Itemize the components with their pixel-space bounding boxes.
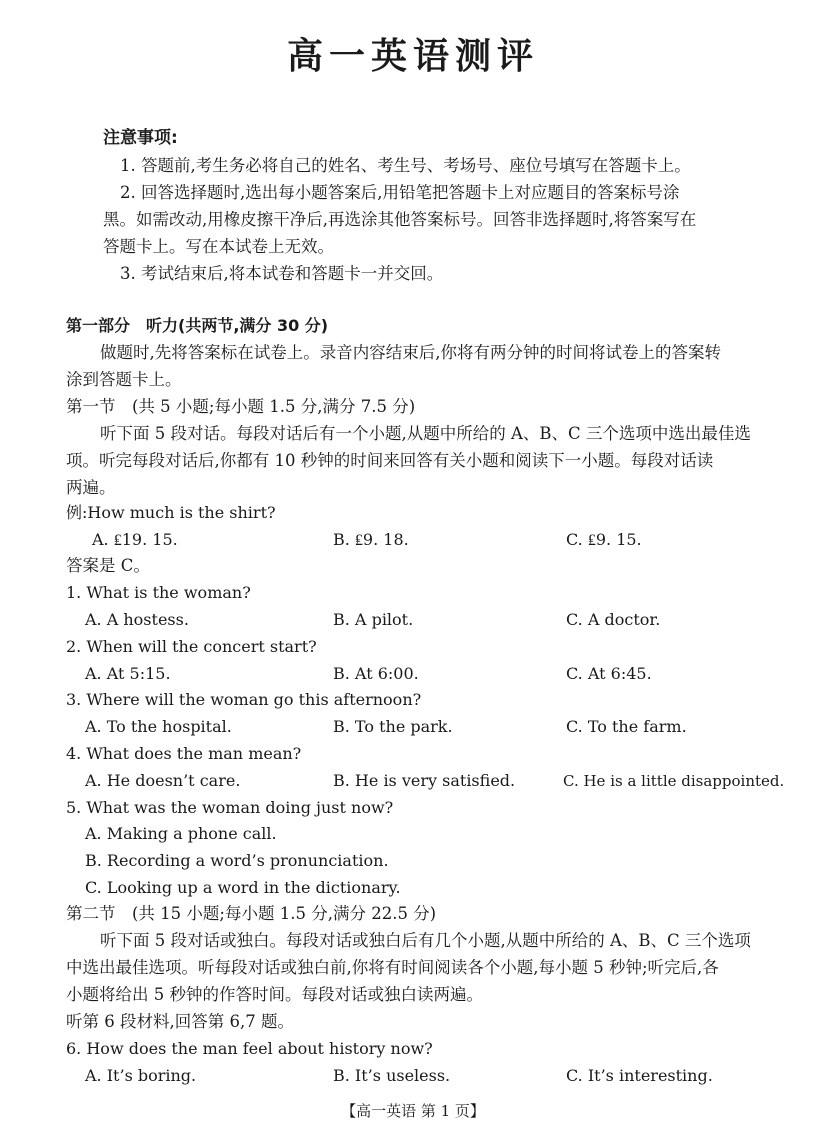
question-6: 6. How does the man feel about history now?: [66, 1039, 433, 1058]
section1-intro-a: 听下面 5 段对话。每段对话后有一个小题,从题中所给的 A、B、C 三个选项中选出最佳选: [100, 424, 751, 443]
section1-intro-b: 项。听完每段对话后,你都有 10 秒钟的时间来回答有关小题和阅读下一小题。每段对话读: [66, 451, 714, 470]
question-1-option-c: C. A doctor.: [566, 610, 661, 629]
example-option-b: B. ₤9. 18.: [333, 530, 409, 549]
notice-line-1: 1. 答题前,考生务必将自己的姓名、考生号、考场号、座位号填写在答题卡上。: [120, 156, 691, 175]
example-answer: 答案是 C。: [66, 556, 150, 575]
example-option-c: C. ₤9. 15.: [566, 530, 642, 549]
question-2: 2. When will the concert start?: [66, 637, 317, 656]
question-2-option-c: C. At 6:45.: [566, 664, 652, 683]
notice-line-2c: 答题卡上。写在本试卷上无效。: [103, 237, 334, 256]
notice-heading: 注意事项:: [103, 128, 178, 148]
section2-intro-a: 听下面 5 段对话或独白。每段对话或独白后有几个小题,从题中所给的 A、B、C 三个选项: [100, 931, 751, 950]
part1-intro-b: 涂到答题卡上。: [66, 370, 182, 389]
question-3-option-c: C. To the farm.: [566, 717, 687, 736]
question-3-option-a: A. To the hospital.: [85, 717, 232, 736]
question-3: 3. Where will the woman go this afternoon?: [66, 690, 422, 709]
notice-line-3: 3. 考试结束后,将本试卷和答题卡一并交回。: [120, 264, 444, 283]
section2-material: 听第 6 段材料,回答第 6,7 题。: [66, 1012, 294, 1031]
notice-line-2b: 黑。如需改动,用橡皮擦干净后,再选涂其他答案标号。回答非选择题时,将答案写在: [103, 210, 697, 229]
question-5-option-c: C. Looking up a word in the dictionary.: [85, 878, 401, 897]
question-4-option-b: B. He is very satisfied.: [333, 771, 516, 790]
question-5-option-a: A. Making a phone call.: [85, 824, 277, 843]
question-1-option-a: A. A hostess.: [85, 610, 189, 629]
question-4-option-c: C. He is a little disappointed.: [563, 772, 785, 790]
question-2-option-b: B. At 6:00.: [333, 664, 419, 683]
section2-intro-b: 中选出最佳选项。听每段对话或独白前,你将有时间阅读各个小题,每小题 5 秒钟;听完后,各: [66, 958, 719, 977]
part1-intro-a: 做题时,先将答案标在试卷上。录音内容结束后,你将有两分钟的时间将试卷上的答案转: [100, 343, 721, 362]
question-6-option-c: C. It’s interesting.: [566, 1066, 713, 1085]
section1-heading: 第一节 (共 5 小题;每小题 1.5 分,满分 7.5 分): [66, 397, 416, 416]
question-5-option-b: B. Recording a word’s pronunciation.: [85, 851, 389, 870]
page-footer: 【高一英语 第 1 页】: [341, 1102, 485, 1120]
part1-heading: 第一部分 听力(共两节,满分 30 分): [66, 316, 329, 335]
question-5: 5. What was the woman doing just now?: [66, 798, 394, 817]
example-question: 例:How much is the shirt?: [66, 503, 276, 522]
notice-line-2a: 2. 回答选择题时,选出每小题答案后,用铅笔把答题卡上对应题目的答案标号涂: [120, 183, 680, 202]
section2-intro-c: 小题将给出 5 秒钟的作答时间。每段对话或独白读两遍。: [66, 985, 483, 1004]
question-1: 1. What is the woman?: [66, 583, 251, 602]
question-2-option-a: A. At 5:15.: [85, 664, 171, 683]
question-3-option-b: B. To the park.: [333, 717, 453, 736]
question-4: 4. What does the man mean?: [66, 744, 302, 763]
question-1-option-b: B. A pilot.: [333, 610, 414, 629]
page-title: 高一英语测评: [286, 36, 539, 77]
question-4-option-a: A. He doesn’t care.: [85, 771, 241, 790]
question-6-option-a: A. It’s boring.: [85, 1066, 197, 1085]
section2-heading: 第二节 (共 15 小题;每小题 1.5 分,满分 22.5 分): [66, 904, 437, 923]
example-option-a: A. ₤19. 15.: [92, 530, 178, 549]
section1-intro-c: 两遍。: [66, 478, 116, 497]
question-6-option-b: B. It’s useless.: [333, 1066, 451, 1085]
